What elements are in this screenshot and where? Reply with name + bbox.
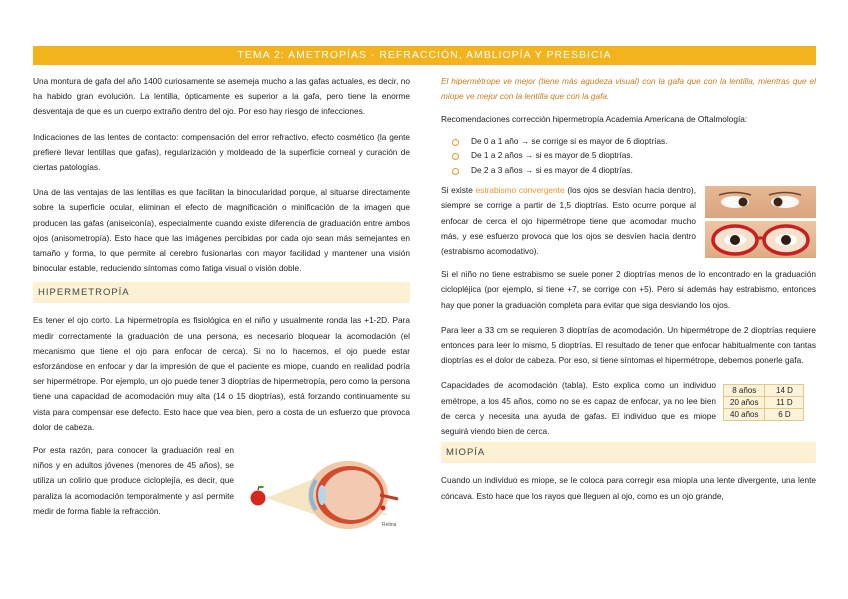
table-cell: 20 años: [724, 397, 765, 409]
paragraph-leer: Para leer a 33 cm se requieren 3 dioptrías de acomodación. Un hipermétrope de 2 dioptrías requiere entonces para leer lo mismo, 5 dioptrías. El resultado de tener que enfocar habitualmente con tantas dioptrías es el dolor de cabeza. Por eso, si tiene síntomas el hipermétrope, debemos ponerle gafa.: [441, 324, 816, 366]
paragraph-cicloplejia: Por esta razón, para conocer la graduación real en niños y en adultos jóvenes (menores de 45 años), se utiliza un colirio que produce cicloplejía, es decir, que paraliza la acomodación temporalmente y así permite medir de forma fiable la refracción.: [33, 445, 234, 516]
table-cell: 11 D: [765, 397, 804, 409]
table-cell: 14 D: [765, 385, 804, 397]
paragraph-monturas: Una montura de gafa del año 1400 curiosamente se asemeja mucho a las gafas actuales, es decir, no ha habido gran evolución. La lentilla, ópticamente es superior a la gafa, pero tiene la enorme desventaja de que es un cuerpo extraño dentro del ojo. Por eso hay riesgo de infecciones.: [33, 76, 410, 117]
section-heading-hipermetropia: HIPERMETROPÍA: [33, 282, 410, 303]
eye-diagram-svg: [246, 453, 406, 531]
table-row: [724, 397, 804, 409]
estrabismo-block: [441, 183, 816, 267]
recommendations-title: Recomendaciones corrección hipermetropía Academia Americana de Oftalmología:: [441, 114, 748, 125]
paragraph-nino: Si el niño no tiene estrabismo se suele poner 2 dioptrías menos de lo encontrado en la graduación ciclopléjica (por ejemplo, si tiene +7, se corrige con +5). Pero si además hay estrabismo, entonces hay que poner la graduación completa para evitar que siga desviando los ojos.: [441, 269, 816, 310]
right-column: [441, 74, 816, 504]
table-cell: 6 D: [765, 409, 804, 421]
estrabismo-term: estrabismo convergente: [475, 185, 565, 196]
accommodation-table: [723, 384, 804, 421]
paragraph-miopia: Cuando un individuo es miope, se le coloca para corregir esa miopía una lente divergente, una lente cóncava. Esto hace que los rayos que lleguen al ojo, como es un ojo grande,: [441, 475, 816, 501]
paragraph-ventajas: Una de las ventajas de las lentillas es que facilitan la binocularidad porque, al situarse directamente sobre la superficie ocular, eliminan el efecto de magnificación o minificación de la imagen que producen las gafas (aniseiconía), especialmente cuando existe diferencia de graduación entre ambos ojos (anisometropía). Esto hace que las imágenes percibidas por cada ojo sean más semejantes en tamaño y forma, lo que permite al cerebro fusionarlas con mayor facilidad y mantener una visión binocular estable, reduciendo síntomas como fatiga visual o visión doble.: [33, 187, 410, 274]
retina-label: Retina: [382, 522, 397, 529]
paragraph-estrabismo: [441, 183, 696, 259]
estrabismo-pre: Si existe: [441, 185, 476, 196]
list-item: De 1 a 2 años → si es mayor de 5 dioptrías.: [441, 148, 816, 163]
table-cell: 8 años: [724, 385, 765, 397]
table-row: [724, 409, 804, 421]
eye-diagram-figure: [246, 453, 406, 531]
cicloplejia-block: [33, 443, 410, 533]
apple-icon: [251, 491, 266, 506]
left-column: [33, 74, 410, 533]
table-row: [724, 385, 804, 397]
table-cell: 40 años: [724, 409, 765, 421]
list-item: De 2 a 3 años → si es mayor de 4 dioptrías.: [441, 163, 816, 178]
capacidades-block: [441, 378, 816, 438]
paragraph-capacidades: Capacidades de acomodación (tabla). Esto explica como un individuo emétrope, a los 45 años, como no se es capaz de enfocar, ya no lee bien de cerca y necesita una ayuda de gafas. El individuo que es miope seguirá viendo bien de cerca.: [441, 380, 716, 436]
page-title: TEMA 2: AMETROPÍAS - REFRACCIÓN, AMBLIOPÍA Y PRESBICIA: [33, 46, 816, 65]
child-eyes-photo: [705, 186, 816, 218]
section-heading-miopia: MIOPÍA: [441, 442, 816, 463]
paragraph-hipermetropia: Es tener el ojo corto. La hipermetropía es fisiológica en el niño y usualmente ronda las +1-2D. Para medir correctamente la graduación de una persona, es necesario bloquear la acomodación (el mecanismo que tiene el ojo para enfocar de cerca). Si no lo hacemos, el ojo puede estar esforzándose en enfocar y dar la impresión de que el paciente es miope, cuando en realidad podría ser hipermétrope. Por ejemplo, un ojo puede tener 3 dioptrías de hipermetropía, pero como la persona tiene una capacidad de acomodación muy alta (14 o 15 dioptrías), está forzando continuamente su vista para compensar ese defecto. Esto hace que vea bien, pero a costa de un esfuerzo que provoca dolor de cabeza.: [33, 315, 410, 432]
recommendations-list: [441, 134, 816, 178]
child-glasses-photo: [705, 221, 816, 258]
paragraph-indicaciones: Indicaciones de las lentes de contacto: compensación del error refractivo, efecto cosmético (la gente prefiere llevar lentillas que gafas), regularización y moldeado de la superficie corneal y curación de ciertas patologías.: [33, 131, 410, 173]
quote-hipermetrope: El hipermètrope ve mejor (tiene más agudeza visual) con la gafa que con la lentilla, mientras que el miope ve mejor con la lentilla que con la gafa.: [441, 76, 816, 102]
list-item: De 0 a 1 año → se corrige si es mayor de 6 dioptrías.: [441, 134, 816, 149]
estrabismo-post: (los ojos se desvían hacia dentro), siempre se corrige a partir de 1,5 dioptrías. Esto ocurre porque al enfocar de cerca el ojo hipermétrope tiene que acomodar mucho más, y ese esfuerzo provoca que los ojos se desvíen hacia dentro (estrabismo acomodativo).: [441, 185, 696, 256]
